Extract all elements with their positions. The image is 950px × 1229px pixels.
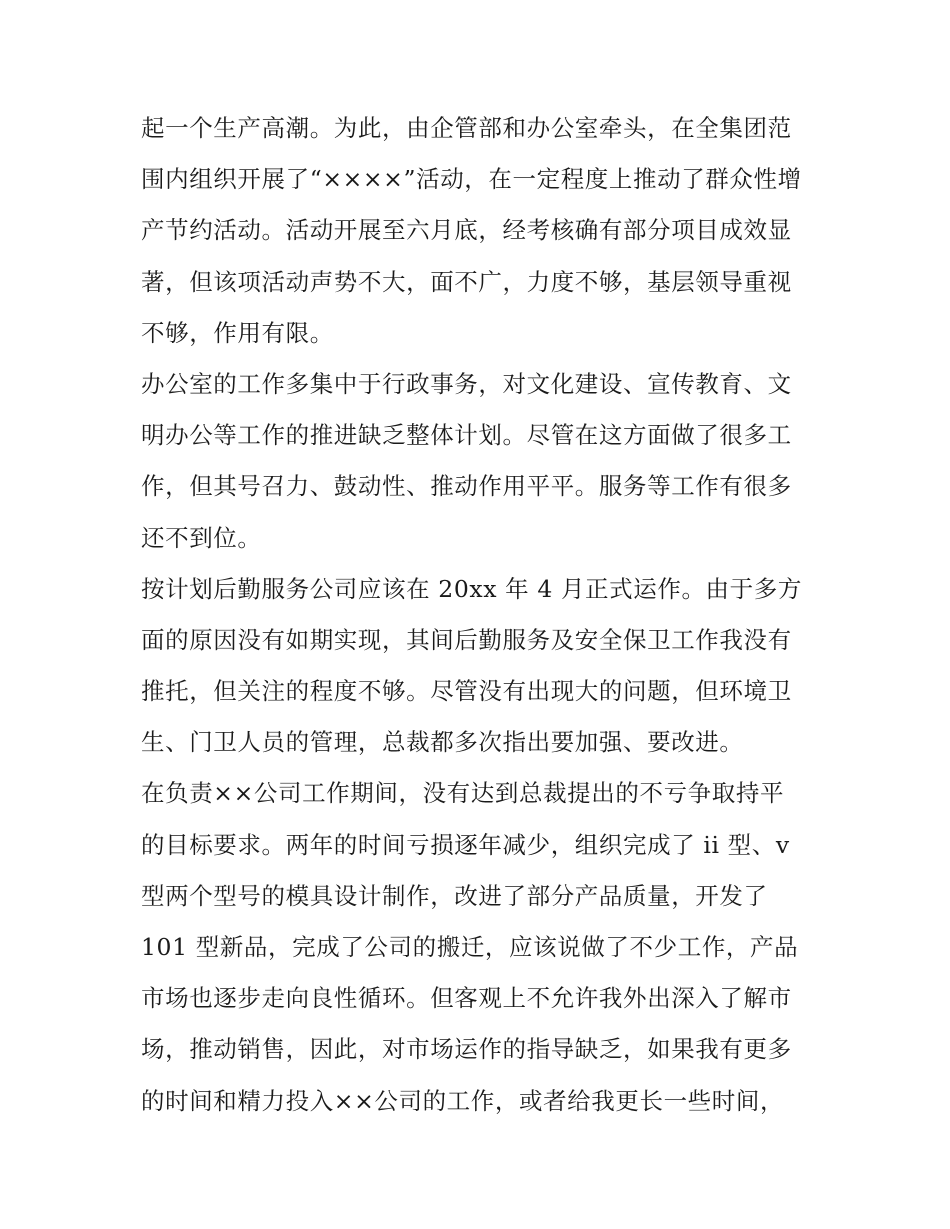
text-line: 作，但其号召力、鼓动性、推动作用平平。服务等工作有很多	[141, 472, 792, 501]
text-line: 面的原因没有如期实现，其间后勤服务及安全保卫工作我没有	[141, 625, 792, 654]
body-text	[141, 103, 821, 1127]
text-line: 101 型新品，完成了公司的搬迁，应该说做了不少工作，产品	[141, 933, 799, 961]
text-line: 型两个型号的模具设计制作，改进了部分产品质量，开发了	[141, 881, 768, 910]
text-line: 推托，但关注的程度不够。尽管没有出现大的问题，但环境卫	[141, 677, 792, 706]
text-line: 不够，作用有限。	[141, 318, 334, 347]
text-line: 场，推动销售，因此，对市场运作的指导缺乏，如果我有更多	[141, 1035, 792, 1064]
text-line: 生、门卫人员的管理，总裁都多次指出要加强、要改进。	[141, 728, 744, 757]
text-line: 办公室的工作多集中于行政事务，对文化建设、宣传教育、文	[141, 369, 792, 398]
text-line: 围内组织开展了“××××”活动，在一定程度上推动了群众性增	[141, 165, 802, 194]
text-line: 产节约活动。活动开展至六月底，经考核确有部分项目成效显	[141, 216, 792, 245]
text-line: 的时间和精力投入××公司的工作，或者给我更长一些时间，	[141, 1086, 785, 1115]
text-line: 的目标要求。两年的时间亏损逐年减少，组织完成了 ii 型、v	[141, 830, 790, 859]
text-line: 按计划后勤服务公司应该在 20xx 年 4 月正式运作。由于多方	[141, 574, 802, 603]
text-line: 起一个生产高潮。为此，由企管部和办公室牵头，在全集团范	[141, 114, 792, 142]
text-line: 市场也逐步走向良性循环。但客观上不允许我外出深入了解市	[141, 984, 792, 1013]
text-line: 明办公等工作的推进缺乏整体计划。尽管在这方面做了很多工	[141, 421, 792, 450]
text-line: 著，但该项活动声势不大，面不广，力度不够，基层领导重视	[141, 267, 792, 296]
text-line: 还不到位。	[141, 523, 262, 552]
text-line: 在负责××公司工作期间，没有达到总裁提出的不亏争取持平	[141, 779, 785, 808]
